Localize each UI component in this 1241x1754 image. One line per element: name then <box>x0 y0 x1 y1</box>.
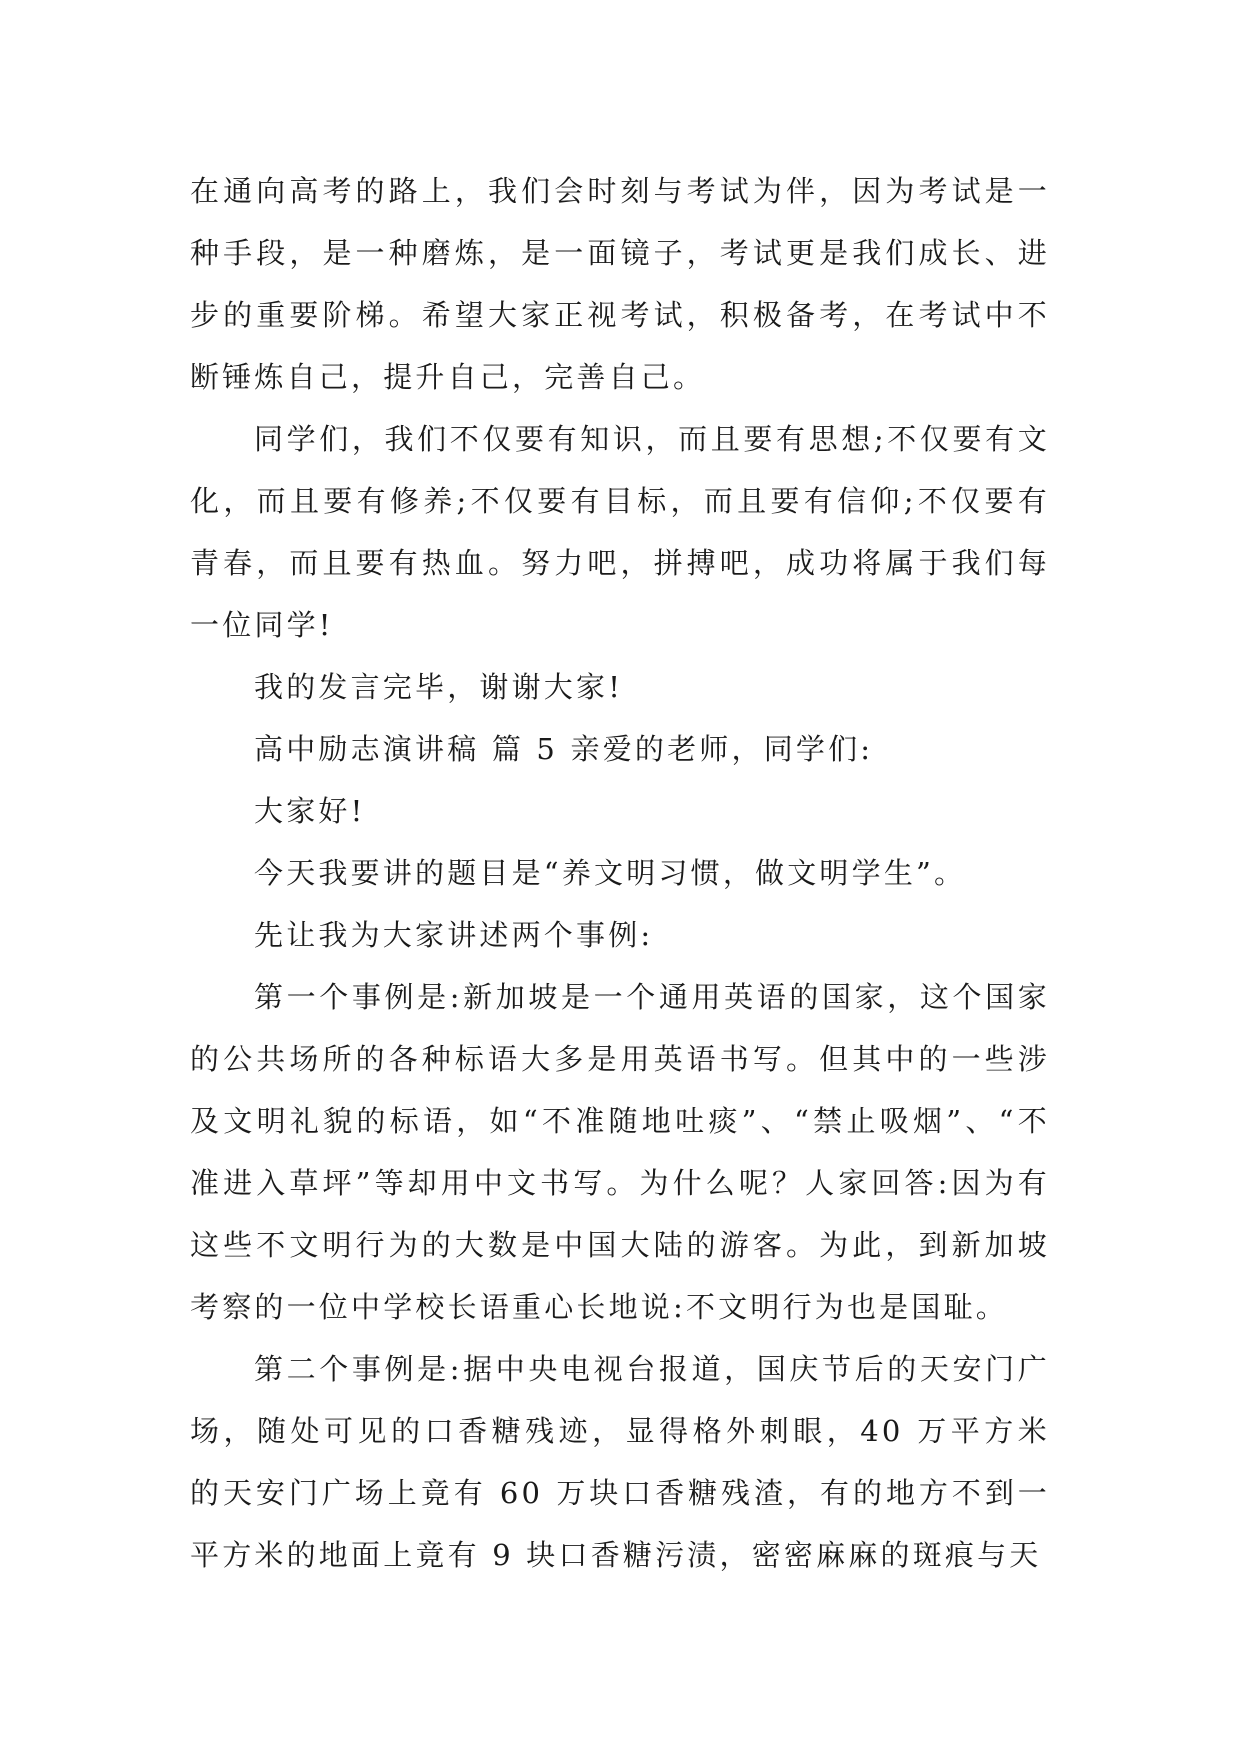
paragraph: 先让我为大家讲述两个事例: <box>254 918 654 952</box>
paragraph: 大家好! <box>254 794 366 828</box>
paragraph: 同学们，我们不仅要有知识，而且要有思想;不仅要有文化，而且要有修养;不仅要有目标，而且要有信仰;不仅要有青春，而且要有热血。努力吧，拼搏吧，成功将属于我们每一位同学! <box>190 422 1050 642</box>
section-heading: 高中励志演讲稿 篇 5 亲爱的老师，同学们: <box>254 732 874 766</box>
paragraph: 在通向高考的路上，我们会时刻与考试为伴，因为考试是一种手段，是一种磨炼，是一面镜子，考试更是我们成长、进步的重要阶梯。希望大家正视考试，积极备考，在考试中不断锤炼自己，提升自己，完善自己。 <box>190 174 1050 394</box>
document-body <box>190 160 1050 1586</box>
paragraph: 第二个事例是:据中央电视台报道，国庆节后的天安门广场，随处可见的口香糖残迹，显得格外刺眼，40 万平方米的天安门广场上竟有 60 万块口香糖残渣，有的地方不到一平方米的地面上竟有 9 块口香糖污渍，密密麻麻的斑痕与天 <box>190 1352 1050 1572</box>
paragraph: 今天我要讲的题目是“养文明习惯，做文明学生”。 <box>254 856 967 890</box>
paragraph: 第一个事例是:新加坡是一个通用英语的国家，这个国家的公共场所的各种标语大多是用英语书写。但其中的一些涉及文明礼貌的标语，如“不准随地吐痰”、“禁止吸烟”、“不准进入草坪”等却用中文书写。为什么呢？人家回答:因为有这些不文明行为的大数是中国大陆的游客。为此，到新加坡考察的一位中学校长语重心长地说:不文明行为也是国耻。 <box>190 980 1050 1324</box>
paragraph: 我的发言完毕，谢谢大家! <box>254 670 624 704</box>
